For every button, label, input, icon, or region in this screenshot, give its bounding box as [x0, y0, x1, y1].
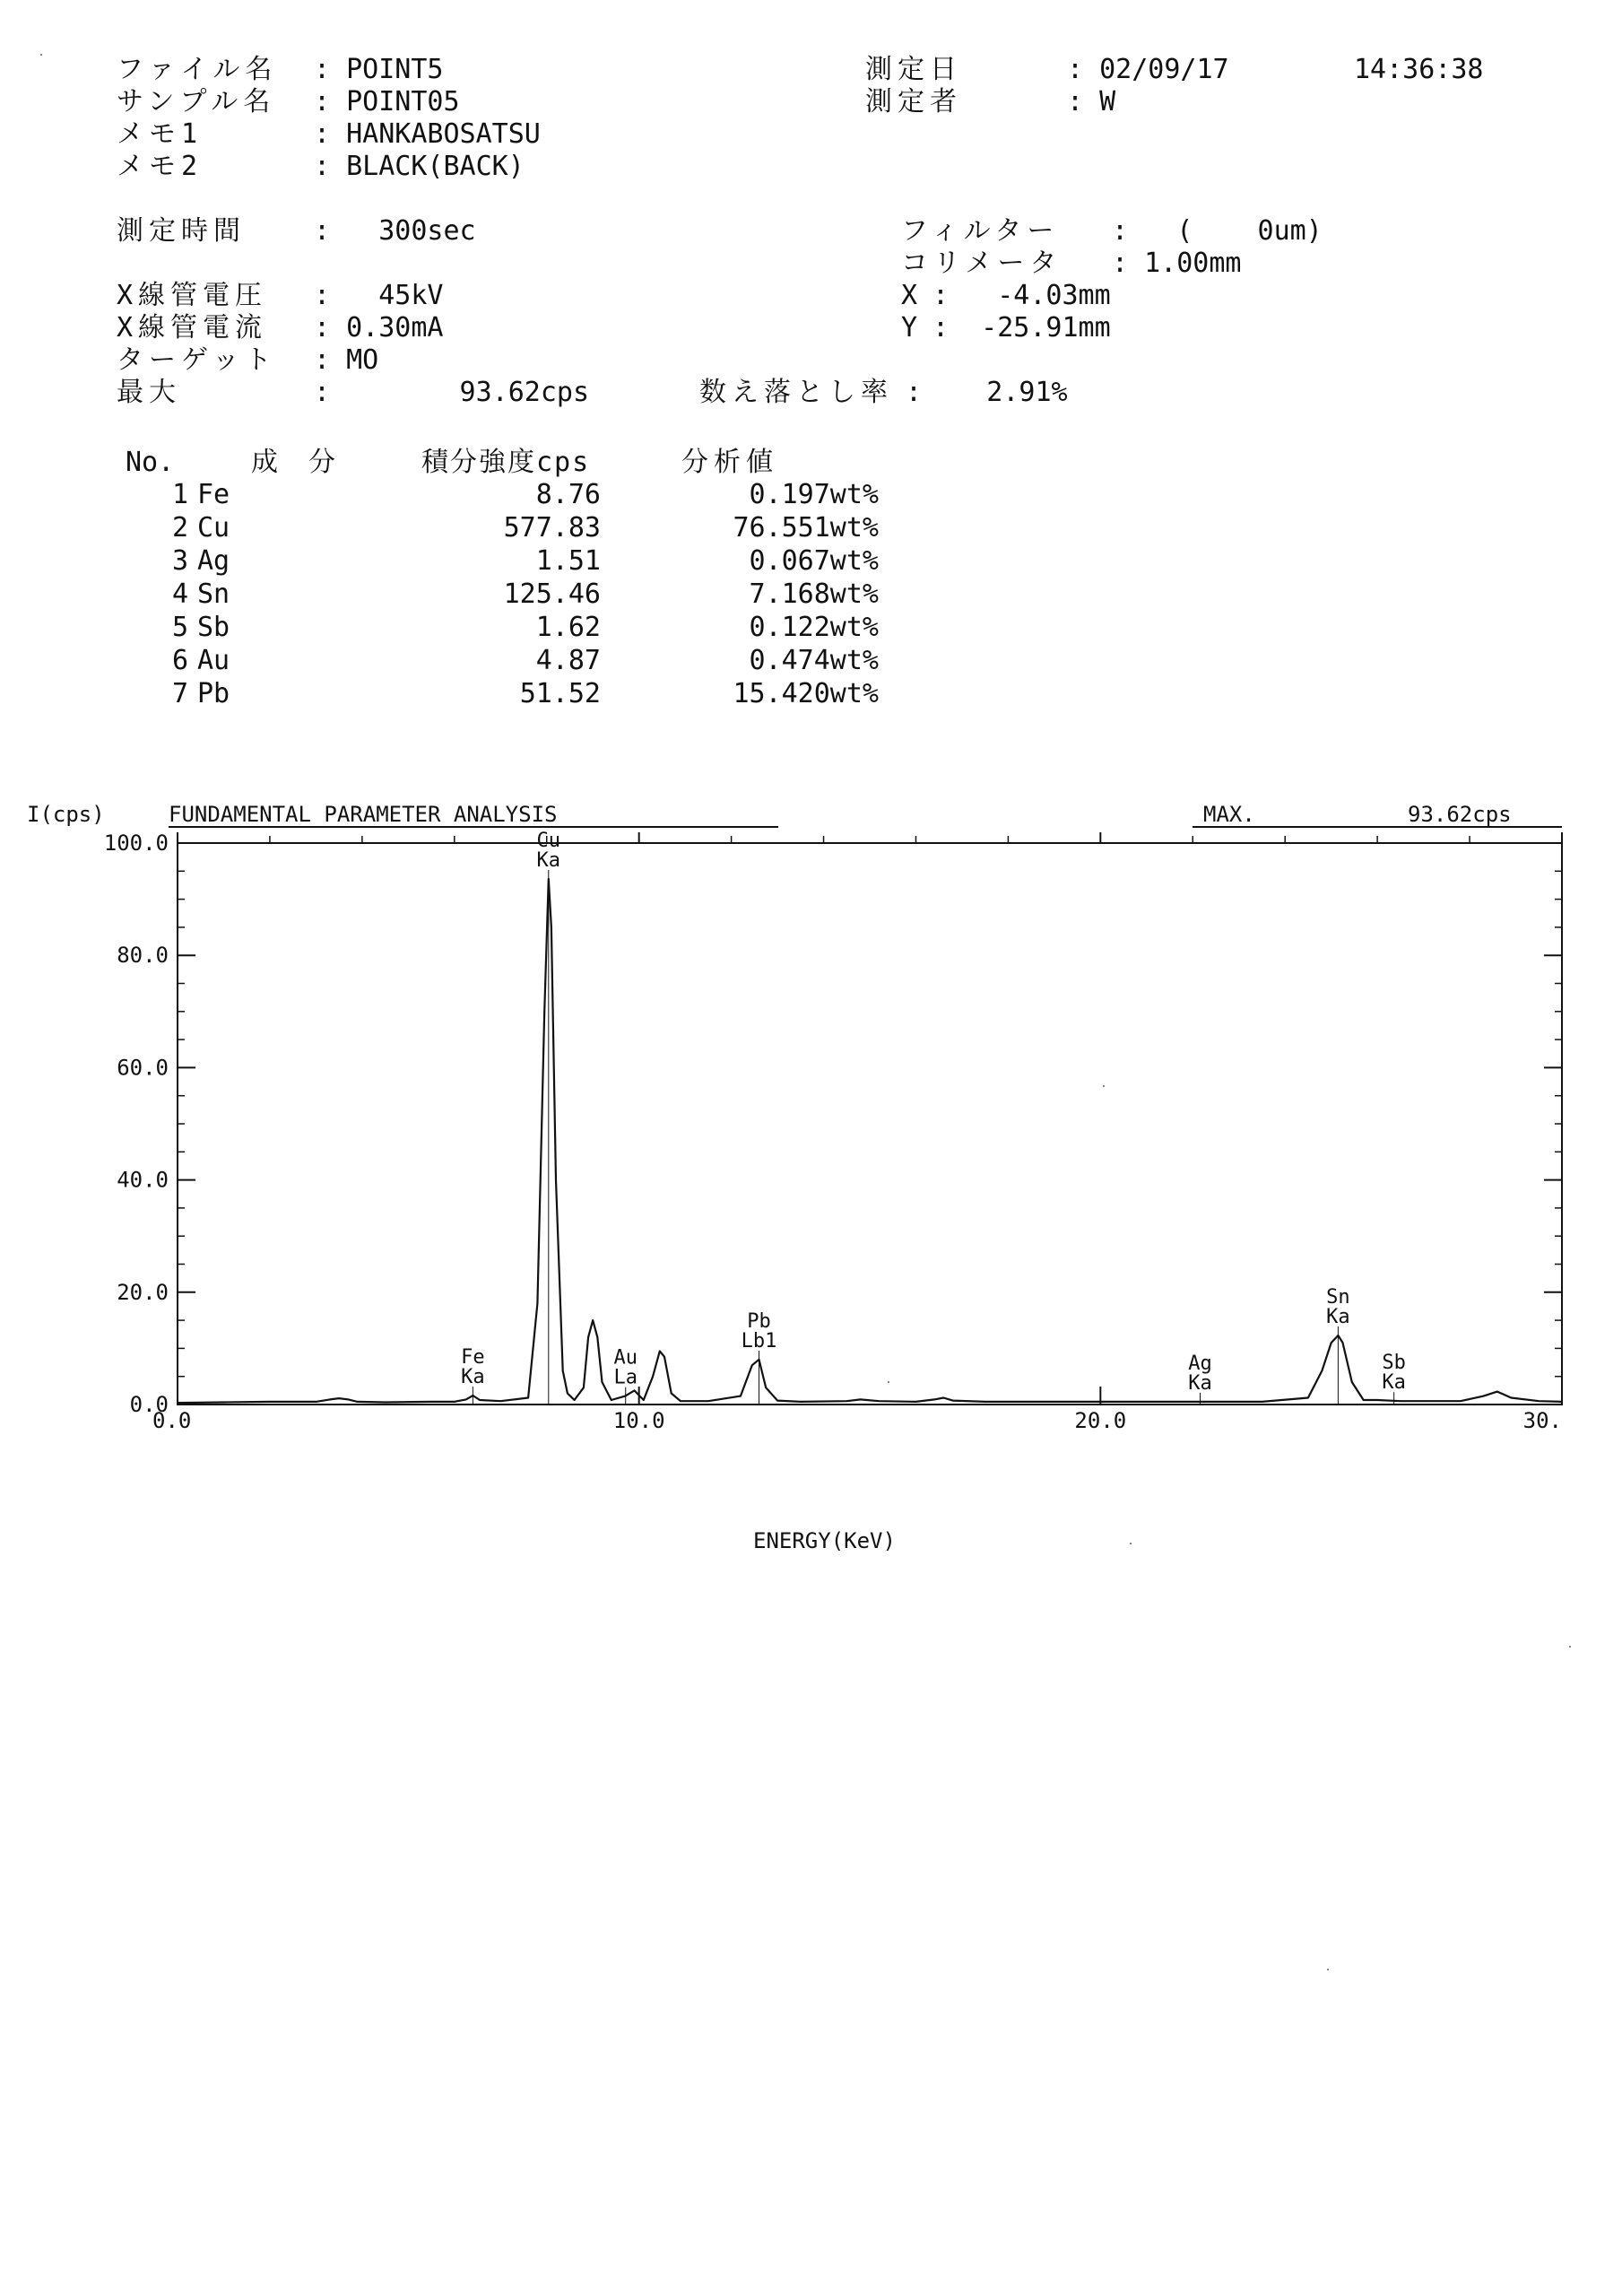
- filter-value: : ( 0um): [1112, 215, 1323, 247]
- row-intensity: 4.87: [535, 645, 601, 676]
- row-intensity: 125.46: [503, 578, 601, 610]
- data-point: [707, 1400, 709, 1402]
- data-point: [611, 1399, 612, 1401]
- data-point: [465, 1399, 467, 1401]
- tube-voltage-value: : 45kV: [314, 280, 444, 311]
- row-element: Sn: [197, 578, 230, 610]
- data-point: [316, 1401, 317, 1403]
- data-point: [776, 1400, 778, 1402]
- y-tick-label: 60.0: [117, 1055, 169, 1081]
- data-point: [574, 1399, 576, 1401]
- data-point: [984, 1401, 986, 1403]
- data-point: [1483, 1396, 1485, 1397]
- row-element: Au: [197, 645, 230, 676]
- row-value: 0.197wt%: [749, 479, 879, 510]
- scan-noise: [1569, 1646, 1571, 1648]
- peak-sublabel: Ka: [1326, 1306, 1350, 1329]
- data-point: [537, 1303, 539, 1305]
- y-tick-label: 0.0: [129, 1392, 169, 1417]
- peak-sublabel: Ka: [1188, 1371, 1212, 1395]
- data-point: [567, 1393, 568, 1395]
- data-point: [1307, 1397, 1309, 1399]
- peak-sublabel: Ka: [1382, 1371, 1406, 1395]
- operator-value: : W: [1067, 86, 1116, 117]
- x-tick-label: 0.0: [152, 1408, 192, 1433]
- spectrum-line: [178, 879, 1562, 1403]
- data-point: [1561, 1401, 1563, 1403]
- data-point: [1511, 1397, 1513, 1399]
- data-point: [1363, 1399, 1365, 1401]
- row-number: 2: [171, 512, 188, 544]
- data-point: [1215, 1401, 1217, 1403]
- memo1-label: メモ1: [117, 118, 204, 150]
- data-point: [751, 1364, 753, 1366]
- target-value: : MO: [314, 344, 379, 376]
- x-position-label: X: [901, 280, 918, 311]
- data-point: [878, 1400, 880, 1402]
- scan-noise: [1327, 1969, 1329, 1970]
- data-point: [602, 1381, 603, 1383]
- x-tick-label: 30.: [1522, 1408, 1562, 1433]
- row-number: 6: [171, 645, 188, 676]
- data-point: [587, 1336, 589, 1338]
- data-point: [551, 926, 552, 928]
- data-point: [1331, 1342, 1332, 1344]
- y-tick-label: 100.0: [103, 831, 169, 856]
- row-value: 0.474wt%: [749, 645, 879, 676]
- data-point: [479, 1399, 481, 1401]
- data-point: [1169, 1401, 1171, 1403]
- data-point: [527, 1397, 529, 1399]
- row-number: 1: [171, 479, 188, 510]
- data-point: [1030, 1401, 1032, 1403]
- max-value-chart: 93.62cps: [1408, 802, 1512, 827]
- peak-sublabel: Ka: [536, 848, 561, 872]
- data-point: [680, 1400, 681, 1402]
- y-tick-label: 40.0: [117, 1167, 169, 1193]
- collimator-label: コリメータ: [901, 248, 1063, 279]
- data-point: [1400, 1400, 1401, 1402]
- tube-current-value: : 0.30mA: [314, 312, 444, 344]
- max-value: : 93.62cps: [314, 377, 590, 408]
- peak-sublabel: Lb1: [741, 1329, 777, 1352]
- peak-label: Pb: [747, 1309, 771, 1333]
- peak-sublabel: Ka: [461, 1365, 485, 1388]
- data-point: [223, 1402, 225, 1404]
- data-point: [652, 1376, 654, 1378]
- peak-label: Sn: [1326, 1286, 1350, 1309]
- x-tick-label: 20.0: [1074, 1408, 1127, 1433]
- data-point: [357, 1401, 359, 1403]
- peak-label: Au: [613, 1346, 638, 1370]
- plot-frame: [178, 843, 1562, 1405]
- row-number: 3: [171, 545, 188, 577]
- measure-time-value: : 300sec: [314, 215, 476, 247]
- row-value: 0.122wt%: [749, 612, 879, 643]
- data-point: [846, 1400, 847, 1402]
- max-label-chart: MAX.: [1203, 802, 1255, 827]
- row-value: 0.067wt%: [749, 545, 879, 577]
- spectrum-chart: [0, 789, 1622, 1578]
- operator-label: 測定者: [865, 86, 962, 117]
- data-point: [1123, 1401, 1124, 1403]
- peak-label: Fe: [461, 1345, 485, 1369]
- data-point: [1538, 1400, 1540, 1402]
- deadtime-label: 数え落とし率: [699, 377, 893, 408]
- measure-time-label: 測定時間: [117, 215, 246, 247]
- data-point: [1376, 1399, 1378, 1401]
- data-point: [933, 1399, 935, 1401]
- peak-label: Ag: [1188, 1352, 1212, 1375]
- row-value: 15.420wt%: [733, 678, 879, 709]
- data-point: [338, 1397, 340, 1399]
- peak-sublabel: La: [613, 1366, 638, 1389]
- data-point: [269, 1401, 271, 1403]
- date-label: 測定日: [865, 54, 962, 85]
- data-point: [643, 1399, 645, 1401]
- data-point: [634, 1390, 636, 1392]
- memo2-label: メモ2: [117, 151, 204, 182]
- y-tick-label: 80.0: [117, 943, 169, 969]
- row-intensity: 1.62: [535, 612, 601, 643]
- col-header-value: 分析値: [681, 447, 778, 478]
- data-point: [348, 1399, 350, 1401]
- data-point: [177, 1402, 178, 1404]
- data-point: [664, 1356, 665, 1358]
- data-point: [499, 1400, 501, 1402]
- row-element: Cu: [197, 512, 230, 544]
- data-point: [454, 1401, 455, 1403]
- target-label: ターゲット: [117, 344, 277, 376]
- max-label: 最大: [117, 377, 181, 408]
- data-point: [952, 1400, 954, 1402]
- file-name-label: ファイル名: [117, 54, 278, 85]
- x-position-value: : -4.03mm: [932, 280, 1111, 311]
- peak-label: Cu: [536, 829, 561, 852]
- data-point: [800, 1401, 802, 1403]
- row-value: 7.168wt%: [749, 578, 879, 610]
- data-point: [765, 1387, 767, 1388]
- data-point: [592, 1319, 594, 1321]
- scan-noise: [888, 1381, 889, 1383]
- row-intensity: 51.52: [519, 678, 601, 709]
- y-position-value: : -25.91mm: [932, 312, 1111, 344]
- data-point: [1351, 1381, 1353, 1383]
- row-number: 5: [171, 612, 188, 643]
- memo1-value: : HANKABOSATSU: [314, 118, 541, 150]
- data-point: [659, 1351, 661, 1352]
- data-point: [543, 1011, 545, 1013]
- col-header-intensity: 積分強度cps: [421, 447, 591, 478]
- data-point: [671, 1393, 672, 1395]
- row-number: 4: [171, 578, 188, 610]
- row-element: Sb: [197, 612, 230, 643]
- y-axis-label: I(cps): [27, 802, 105, 827]
- data-point: [329, 1399, 331, 1401]
- y-tick-label: 20.0: [117, 1279, 169, 1305]
- x-axis-label: ENERGY(KeV): [753, 1528, 896, 1553]
- data-point: [562, 1370, 564, 1372]
- row-intensity: 1.51: [535, 545, 601, 577]
- tube-current-label: X線管電流: [117, 312, 268, 344]
- tube-voltage-label: X線管電圧: [117, 280, 268, 311]
- row-element: Ag: [197, 545, 230, 577]
- data-point: [1342, 1342, 1344, 1344]
- filter-label: フィルター: [901, 215, 1060, 247]
- deadtime-value: : 2.91%: [906, 377, 1068, 408]
- col-header-element: 成 分: [251, 447, 343, 478]
- row-element: Pb: [197, 678, 230, 709]
- data-point: [555, 1179, 557, 1181]
- sample-name-value: : POINT05: [314, 86, 460, 117]
- chart-title: FUNDAMENTAL PARAMETER ANALYSIS: [169, 802, 558, 827]
- file-name-value: : POINT5: [314, 54, 444, 85]
- data-point: [740, 1396, 742, 1397]
- data-point: [943, 1397, 945, 1399]
- scan-noise: [1130, 1543, 1132, 1544]
- row-number: 7: [171, 678, 188, 709]
- data-point: [915, 1401, 917, 1403]
- data-point: [1077, 1401, 1079, 1403]
- col-header-no: No.: [126, 447, 175, 478]
- scan-noise: [40, 54, 42, 56]
- y-position-label: Y: [901, 312, 918, 344]
- date-value: : 02/09/17: [1067, 54, 1229, 85]
- row-value: 76.551wt%: [733, 512, 879, 544]
- peak-label: Sb: [1382, 1352, 1406, 1375]
- data-point: [1496, 1391, 1498, 1393]
- data-point: [430, 1401, 432, 1403]
- data-point: [860, 1399, 862, 1401]
- data-point: [583, 1387, 585, 1388]
- time-value: 14:36:38: [1354, 54, 1484, 85]
- data-point: [597, 1336, 599, 1338]
- memo2-value: : BLACK(BACK): [314, 151, 525, 182]
- collimator-value: : 1.00mm: [1112, 248, 1242, 279]
- data-point: [1322, 1370, 1323, 1372]
- data-point: [1460, 1400, 1462, 1402]
- sample-name-label: サンプル名: [117, 86, 276, 117]
- row-intensity: 8.76: [535, 479, 601, 510]
- data-point: [1262, 1401, 1263, 1403]
- data-point: [385, 1402, 386, 1404]
- data-point: [1423, 1400, 1425, 1402]
- x-tick-label: 10.0: [612, 1408, 665, 1433]
- row-intensity: 577.83: [503, 512, 601, 544]
- row-element: Fe: [197, 479, 230, 510]
- scan-noise: [1103, 1085, 1105, 1087]
